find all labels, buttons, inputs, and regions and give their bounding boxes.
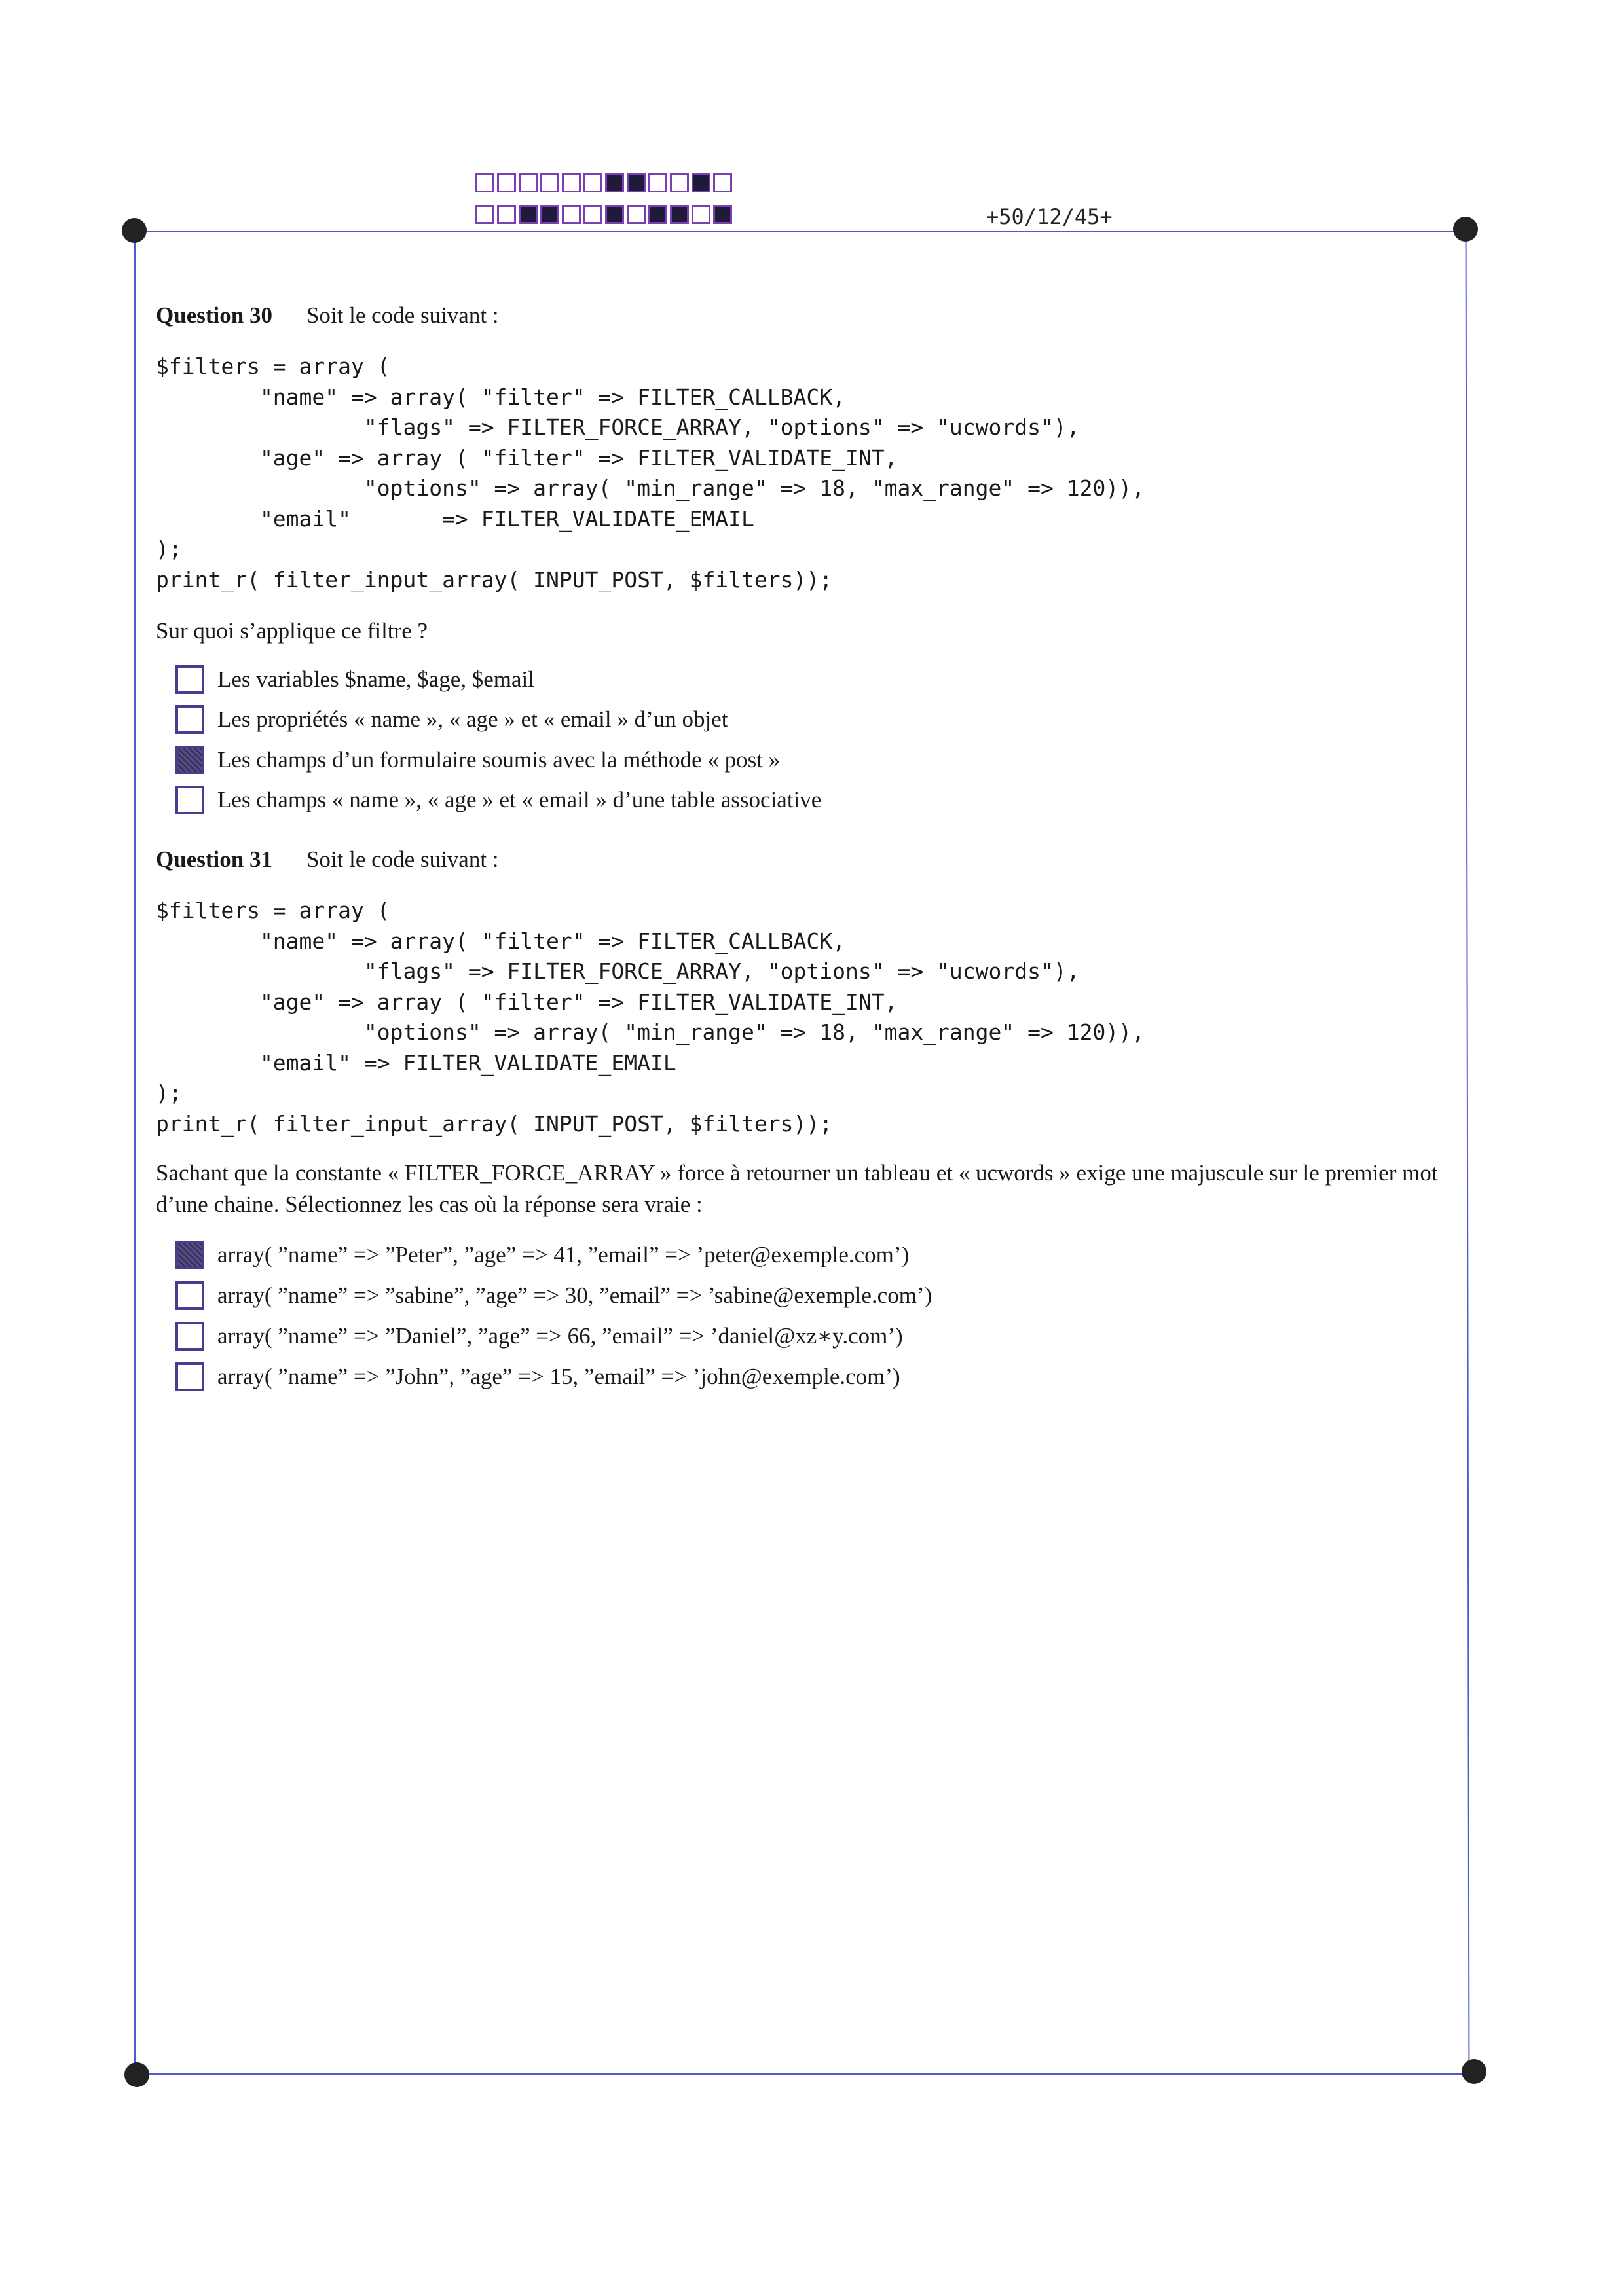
code-box <box>583 173 602 192</box>
frame-top <box>134 231 1467 232</box>
code-box <box>497 173 516 192</box>
code-box <box>519 173 538 192</box>
question-31-code: $filters = array ( "name" => array( "filter" => FILTER_CALLBACK, "flags" => FILTER_FORCE_ARRAY, "options" => "ucwords"), "age" => array ( "filter" => FILTER_VALIDATE_INT, "options" => array( "min_range" => 18, "max_range" => 120)), "email" => FILTER_VALIDATE_EMAIL ); print_r( filter_input_array( INPUT_POST, $filters)); <box>156 898 1145 1137</box>
question-31-prompt: Sachant que la constante « FILTER_FORCE_ARRAY » force à retourner un tableau et « ucwords » exige une majuscule sur le premier mot d’une chaine. Sélectionnez les cas où la réponse sera vraie : <box>156 1160 1438 1217</box>
question-31-answer-2[interactable] <box>175 1279 932 1312</box>
code-box <box>648 173 667 192</box>
question-intro: Soit le code suivant : <box>306 302 499 328</box>
frame-left <box>134 231 136 2074</box>
question-title: Question 30 <box>156 302 272 328</box>
corner-marker-bottom-right <box>1462 2059 1486 2084</box>
code-box <box>713 205 732 224</box>
answer-checkbox[interactable] <box>175 1322 204 1351</box>
question-31-answer-3[interactable] <box>175 1320 903 1353</box>
corner-marker-top-right <box>1453 217 1478 242</box>
answer-checkbox[interactable] <box>175 1362 204 1391</box>
code-box <box>648 205 667 224</box>
question-30-answer-3[interactable] <box>175 744 780 776</box>
code-box <box>562 205 581 224</box>
code-box <box>583 205 602 224</box>
code-box <box>540 173 559 192</box>
code-box <box>475 205 494 224</box>
code-box <box>692 173 710 192</box>
answer-label: array( ”name” => ”John”, ”age” => 15, ”email” => ’john@exemple.com’) <box>217 1364 900 1389</box>
answer-checkbox[interactable] <box>175 786 204 814</box>
corner-marker-bottom-left <box>124 2062 149 2087</box>
question-31-answer-1[interactable] <box>175 1239 909 1271</box>
question-30-answer-4[interactable] <box>175 784 821 816</box>
answer-checkbox[interactable] <box>175 1241 204 1269</box>
code-box <box>627 173 646 192</box>
page-id: +50/12/45+ <box>986 204 1113 229</box>
code-box <box>519 205 538 224</box>
question-30-prompt: Sur quoi s’applique ce filtre ? <box>156 618 428 644</box>
header-code-row-2 <box>475 205 732 224</box>
question-30-answer-2[interactable] <box>175 703 728 736</box>
answer-label: Les propriétés « name », « age » et « email » d’un objet <box>217 706 728 732</box>
code-box <box>670 205 689 224</box>
question-30-header <box>156 302 499 329</box>
answer-label: array( ”name” => ”Daniel”, ”age” => 66, ”email” => ’daniel@xz∗y.com’) <box>217 1323 903 1349</box>
frame-bottom <box>136 2073 1472 2075</box>
code-box <box>605 205 624 224</box>
answer-label: Les champs d’un formulaire soumis avec la méthode « post » <box>217 747 781 773</box>
answer-label: array( ”name” => ”Peter”, ”age” => 41, ”email” => ’peter@exemple.com’) <box>217 1242 910 1267</box>
corner-marker-top-left <box>122 218 147 243</box>
answer-label: Les champs « name », « age » et « email » d’une table associative <box>217 787 822 812</box>
answer-checkbox[interactable] <box>175 746 204 774</box>
code-box <box>497 205 516 224</box>
question-31-answer-4[interactable] <box>175 1360 900 1393</box>
code-box <box>692 205 710 224</box>
header-code-row-1 <box>475 173 732 192</box>
question-31-header <box>156 847 499 873</box>
answer-label: array( ”name” => ”sabine”, ”age” => 30, ”email” => ’sabine@exemple.com’) <box>217 1283 932 1308</box>
answer-label: Les variables $name, $age, $email <box>217 666 534 692</box>
code-box <box>713 173 732 192</box>
question-30-code: $filters = array ( "name" => array( "filter" => FILTER_CALLBACK, "flags" => FILTER_FORCE_ARRAY, "options" => "ucwords"), "age" => array ( "filter" => FILTER_VALIDATE_INT, "options" => array( "min_range" => 18, "max_range" => 120)), "email" => FILTER_VALIDATE_EMAIL ); print_r( filter_input_array( INPUT_POST, $filters)); <box>156 354 1145 592</box>
answer-checkbox[interactable] <box>175 705 204 734</box>
answer-checkbox[interactable] <box>175 1281 204 1310</box>
code-box <box>670 173 689 192</box>
question-30-answer-1[interactable] <box>175 663 534 696</box>
code-box <box>475 173 494 192</box>
code-box <box>627 205 646 224</box>
code-box <box>540 205 559 224</box>
frame-right <box>1466 231 1470 2074</box>
question-title: Question 31 <box>156 847 272 872</box>
code-box <box>562 173 581 192</box>
code-box <box>605 173 624 192</box>
question-intro: Soit le code suivant : <box>306 847 499 872</box>
answer-checkbox[interactable] <box>175 665 204 694</box>
